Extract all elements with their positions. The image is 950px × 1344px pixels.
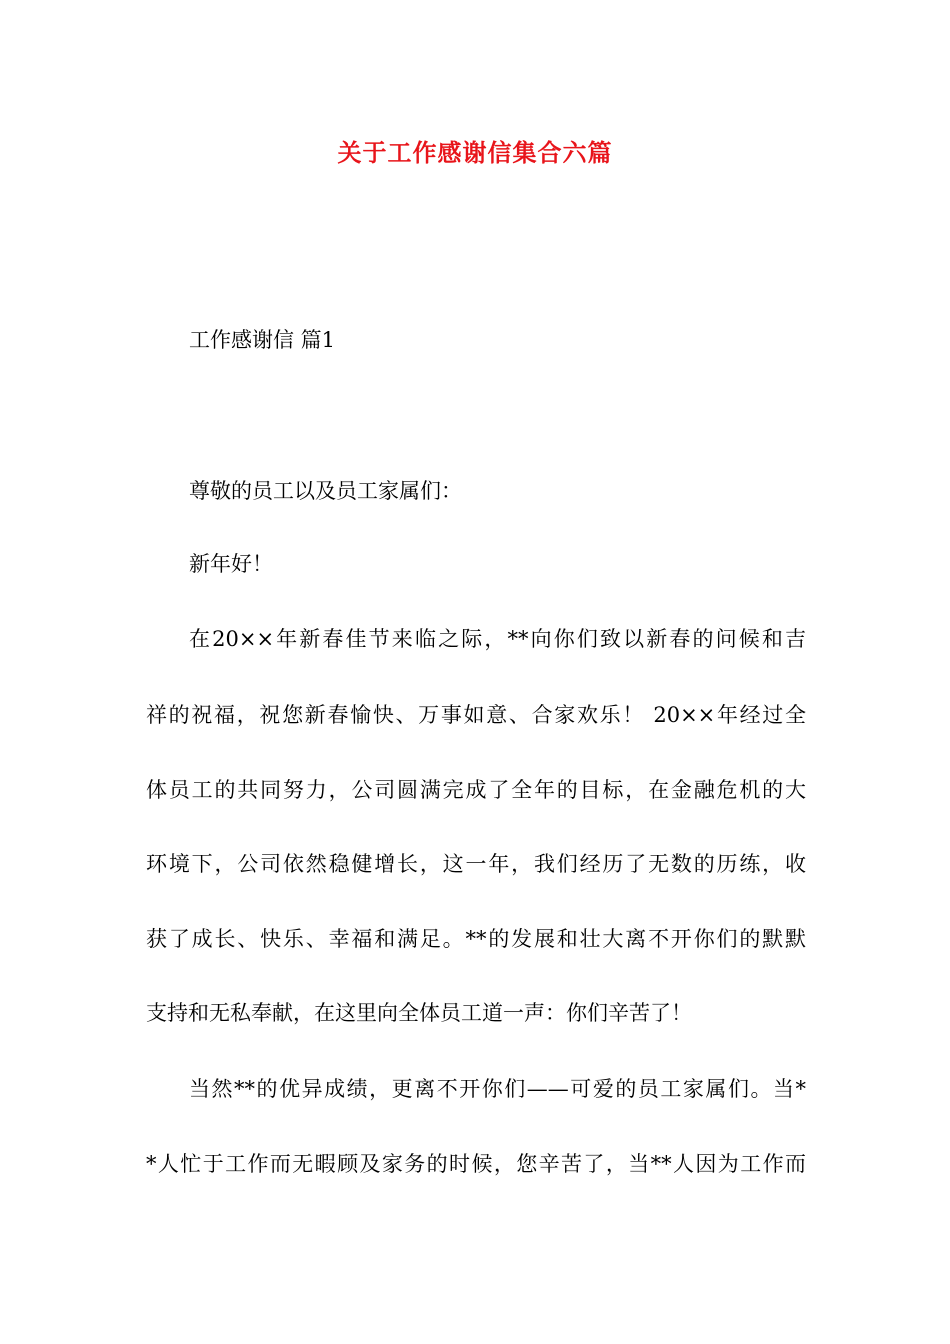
section-heading: 工作感谢信 篇1 (189, 328, 336, 352)
paragraph-line: 支持和无私奉献，在这里向全体员工道一声：你们辛苦了！ (146, 1001, 692, 1025)
document-title: 关于工作感谢信集合六篇 (337, 139, 613, 167)
greeting: 新年好！ (189, 552, 273, 576)
paragraph-line: 祥的祝福，祝您新春愉快、万事如意、合家欢乐！ 20××年经过全 (146, 703, 806, 727)
salutation: 尊敬的员工以及员工家属们： (189, 479, 462, 503)
paragraph-line: 当然**的优异成绩，更离不开你们——可爱的员工家属们。当* (189, 1077, 806, 1101)
paragraph-line: 体员工的共同努力，公司圆满完成了全年的目标，在金融危机的大 (146, 778, 806, 802)
paragraph-line: *人忙于工作而无暇顾及家务的时候，您辛苦了，当**人因为工作而 (146, 1152, 806, 1176)
paragraph-line: 环境下，公司依然稳健增长，这一年，我们经历了无数的历练，收 (146, 852, 806, 876)
paragraph-line: 获了成长、快乐、幸福和满足。**的发展和壮大离不开你们的默默 (146, 927, 806, 951)
paragraph-line: 在20××年新春佳节来临之际，**向你们致以新春的问候和吉 (189, 627, 806, 651)
